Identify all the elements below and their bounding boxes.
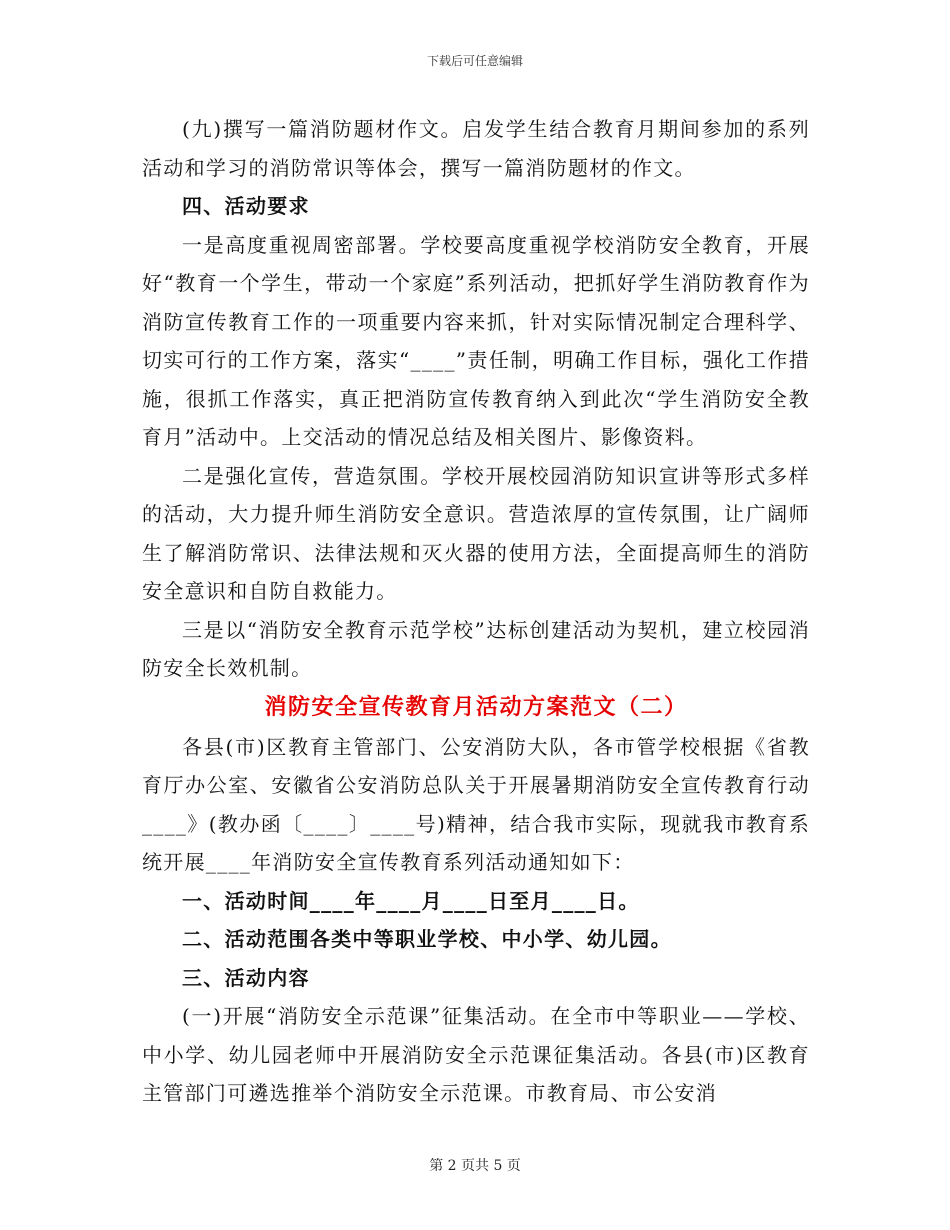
section-heading-scope: 二、活动范围各类中等职业学校、中小学、幼儿园。 <box>182 927 672 951</box>
document-body <box>142 110 810 1113</box>
section-heading-time: 一、活动时间____年____月____日至月____日。 <box>182 888 640 913</box>
page-header: 下载后可任意编辑 <box>426 54 523 68</box>
paragraph-requirement-1: 一是高度重视周密部署。学校要高度重视学校消防安全教育，开展好“教育一个学生，带动一个家庭”系列活动，把抓好学生消防教育作为消防宣传教育工作的一项重要内容来抓，针对实际情况制定合理科学、切实可行的工作方案，落实“____”责任制，明确工作目标，强化工作措施，很抓工作落实，真正把消防宣传教育纳入到此次“学生消防安全教育月”活动中。上交活动的情况总结及相关图片、影像资料。 <box>142 232 810 449</box>
page-number: 第 2 页共 5 页 <box>429 1158 521 1174</box>
paragraph-requirement-2: 二是强化宣传，营造氛围。学校开展校园消防知识宣讲等形式多样的活动，大力提升师生消防安全意识。营造浓厚的宣传氛围，让广阔师生了解消防常识、法律法规和灭火器的使用方法，全面提高师生的消防安全意识和自防自救能力。 <box>142 463 810 603</box>
paragraph-content-item-1: (一)开展“消防安全示范课”征集活动。在全市中等职业——学校、中小学、幼儿园老师中开展消防安全示范课征集活动。各县(市)区教育主管部门可遴选推举个消防安全示范课。市教育局、市公安消 <box>142 1004 810 1105</box>
section-heading-content: 三、活动内容 <box>182 965 310 990</box>
paragraph-intro: 各县(市)区教育主管部门、公安消防大队，各市管学校根据《省教育厅办公室、安徽省公安消防总队关于开展暑期消防安全宣传教育行动____》(教办函〔____〕____号)精神，结合我市实际，现就我市教育系统开展____年消防安全宣传教育系列活动通知如下： <box>142 734 810 874</box>
document-title-2: 消防安全宣传教育月活动方案范文（二） <box>264 694 688 720</box>
paragraph-item-9: (九)撰写一篇消防题材作文。启发学生结合教育月期间参加的系列活动和学习的消防常识等体会，撰写一篇消防题材的作文。 <box>142 117 810 180</box>
section-heading-requirements: 四、活动要求 <box>182 194 310 218</box>
paragraph-requirement-3: 三是以“消防安全教育示范学校”达标创建活动为契机，建立校园消防安全长效机制。 <box>142 617 810 680</box>
